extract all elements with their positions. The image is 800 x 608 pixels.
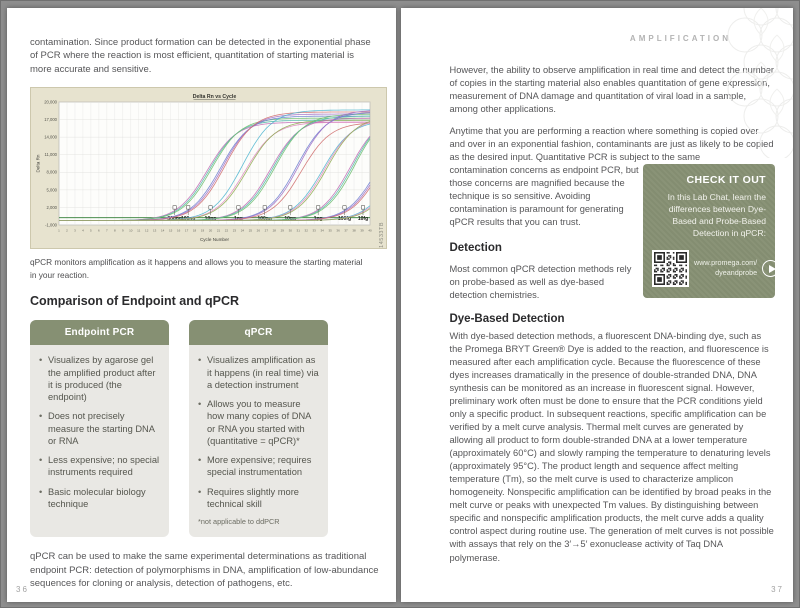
svg-text:17: 17: [184, 228, 189, 233]
svg-text:25: 25: [248, 228, 253, 233]
bullet-list: [198, 354, 319, 510]
svg-text:27: 27: [264, 228, 269, 233]
svg-text:8,000: 8,000: [46, 170, 57, 176]
bullet-item: • Visualizes by agarose gel the amplified product after it is produced (the endpoint): [39, 354, 160, 403]
detection-heading: Detection: [449, 242, 502, 255]
section-label: AMPLIFICATION: [629, 34, 731, 43]
qpcr-card: [189, 320, 328, 537]
endpoint-pcr-card-title: Endpoint PCR: [30, 320, 169, 345]
qpcr-amplification-chart: [34, 91, 376, 247]
bullet-item: • Does not precisely measure the starting DNA or RNA: [39, 410, 160, 447]
bullet-item: • Less expensive; no special instruments required: [39, 454, 160, 479]
svg-text:10fg: 10fg: [357, 216, 369, 223]
svg-text:6: 6: [98, 228, 100, 233]
svg-text:21: 21: [216, 228, 221, 233]
svg-text:Cycle Number: Cycle Number: [199, 237, 230, 243]
callout-body: In this Lab Chat, learn the differences between Dye-Based and Probe-Based Detection in qPCR:: [667, 192, 766, 238]
svg-text:40: 40: [368, 228, 372, 233]
svg-text:30: 30: [288, 228, 292, 233]
qpcr-amplification-figure: [30, 87, 387, 249]
svg-text:36: 36: [336, 228, 340, 233]
svg-text:2: 2: [66, 228, 68, 233]
svg-text:10: 10: [129, 228, 133, 233]
right-page: [401, 8, 793, 602]
narrow-text-column: [449, 164, 641, 302]
bullet-item: • More expensive; requires special instrumentation: [198, 454, 319, 479]
svg-text:17,000: 17,000: [44, 117, 57, 123]
check-it-out-callout: [643, 164, 775, 297]
contamination-paragraph-top: Anytime that you are performing a reaction where something is copied over and over in an exponential fashion, contaminants are just as likely to be copied as the desired input. Quantitative PCR is subject to the same: [449, 126, 774, 163]
svg-text:12: 12: [145, 228, 149, 233]
bullet-list: [39, 354, 160, 510]
svg-text:26: 26: [256, 228, 261, 233]
intro-paragraph: contamination. Since product formation can be detected in the exponential phase of PCR where the reaction is most efficient, quantitation of starting material is more accurate and sensitive.: [30, 37, 371, 75]
callout-url[interactable]: [694, 258, 757, 277]
svg-text:28: 28: [272, 228, 276, 233]
svg-text:16: 16: [176, 228, 181, 233]
qr-code-icon[interactable]: [652, 250, 689, 287]
svg-text:34: 34: [320, 228, 324, 233]
qpcr-card-title: qPCR: [189, 320, 328, 345]
svg-text:37: 37: [344, 228, 348, 233]
svg-text:23: 23: [232, 228, 237, 233]
card-footnote: *not applicable to ddPCR: [198, 517, 280, 527]
svg-text:24: 24: [240, 228, 245, 233]
svg-text:18: 18: [192, 228, 197, 233]
svg-text:3: 3: [74, 228, 76, 233]
endpoint-pcr-card-body: [30, 345, 169, 528]
svg-text:4: 4: [82, 228, 84, 233]
callout-link-row: [652, 250, 766, 287]
svg-text:100pg: 100pg: [257, 216, 272, 223]
page-number-left: 36: [16, 585, 29, 594]
endpoint-pcr-card: [30, 320, 169, 537]
callout-title: CHECK IT OUT: [686, 174, 766, 187]
text-callout-row: [449, 164, 775, 302]
svg-text:1: 1: [58, 228, 60, 233]
svg-text:35: 35: [328, 228, 332, 233]
svg-text:29: 29: [280, 228, 284, 233]
dye-based-detection-heading: Dye-Based Detection: [449, 313, 565, 326]
svg-text:39: 39: [360, 228, 364, 233]
svg-text:-1,000: -1,000: [45, 222, 57, 228]
svg-text:20,000: 20,000: [44, 99, 57, 105]
outro-paragraph: qPCR can be used to make the same experimental determinations as traditional endpoint PCR: detection of polymorphisms in DNA, amplification of low-abundance sequences for cloning or analysis, detection of pathogens, etc.: [30, 551, 379, 590]
svg-text:1pg: 1pg: [313, 216, 323, 223]
svg-text:7: 7: [106, 228, 108, 233]
bullet-item: • Visualizes amplification as it happens (in real time) via a detection instrument: [198, 354, 319, 391]
svg-text:38: 38: [352, 228, 356, 233]
comparison-cards: [30, 320, 376, 537]
page-number-right: 37: [771, 585, 784, 594]
detection-paragraph: Most common qPCR detection methods rely on probe-based as well as dye-based detection chemistries.: [449, 264, 632, 301]
svg-text:19: 19: [200, 228, 205, 233]
svg-text:Delta Rn: Delta Rn: [35, 155, 41, 173]
qpcr-card-body: [189, 345, 328, 537]
svg-text:14: 14: [160, 228, 165, 233]
svg-text:300ng: 300ng: [167, 216, 182, 223]
svg-text:33: 33: [312, 228, 316, 233]
play-icon[interactable]: [762, 260, 779, 277]
svg-text:Delta Rn vs Cycle: Delta Rn vs Cycle: [192, 94, 237, 101]
svg-text:100fg: 100fg: [337, 216, 352, 223]
bullet-item: • Requires slightly more technical skill: [198, 486, 319, 511]
comparison-heading: Comparison of Endpoint and qPCR: [30, 294, 240, 309]
contamination-paragraph-bottom: contamination concerns as endpoint PCR, but those concerns are magnified because the technique is so sensitive. Avoiding contamination is paramount for generating qPCR results that you can trust.: [449, 165, 639, 228]
svg-text:20: 20: [208, 228, 213, 233]
dye-based-detection-paragraph: With dye-based detection methods, a fluorescent DNA-binding dye, such as the Promega BRYT Green® Dye is added to the reaction, and fluorescence is measured after each amplification cycle. Because the fluorescence of these dyes increases dramatically in the presence of double-stranded DNA, DNA synthesis can be monitored as an increase in fluorescent signal. However, preliminary work often must be done to ensure that the PCR conditions yield only a specific product. In subsequent reactions, specific amplification can be verified by a melt curve analysis. Thermal melt curves are generated by allowing all product to form double-stranded DNA at a lower temperature (approximately 60°C) and slowly ramping the temperature to denaturing levels (approximately 95°C). The product length and sequence affect melting temperature (Tm), so the melt curve is used to characterize amplicon homogeneity. Nonspecific amplification can be identified by broad peaks in the melt curve or peaks with unexpected Tm values. By distinguishing between specific and nonspecific amplification products, the melt curve adds a quality control aspect during routine use. The generation of melt curves is not possible with assays that rely on the 3′→5′ exonuclease activity of Taq DNA polymerase.: [449, 331, 774, 563]
bullet-item: • Basic molecular biology technique: [39, 486, 160, 511]
svg-text:5: 5: [90, 228, 92, 233]
figure-credit: 14533TB: [379, 222, 385, 249]
svg-text:8: 8: [113, 228, 116, 233]
bullet-item: • Allows you to measure how many copies of DNA or RNA you started with (quantitative = qPCR)*: [198, 398, 319, 447]
svg-text:5,000: 5,000: [46, 187, 57, 193]
svg-text:31: 31: [296, 228, 300, 233]
decorative-petal-pattern: [661, 8, 793, 158]
svg-text:10pg: 10pg: [284, 216, 297, 223]
callout-url-line1: www.promega.com/: [694, 258, 758, 268]
svg-text:11: 11: [137, 228, 141, 233]
observe-amplification-paragraph: However, the ability to observe amplification in real time and detect the number of copies in the starting material also enables quantitation of gene expression, measurement of DNA damage and quantitation of viral load in a sample, among other applications.: [449, 65, 775, 115]
svg-text:9: 9: [121, 228, 124, 233]
svg-text:2,000: 2,000: [46, 205, 57, 211]
svg-text:11,000: 11,000: [44, 152, 57, 158]
figure-caption: qPCR monitors amplification as it happens and allows you to measure the starting material in your reaction.: [30, 257, 363, 280]
svg-text:14,000: 14,000: [44, 134, 57, 140]
svg-text:1ng: 1ng: [233, 216, 243, 223]
left-page: [7, 8, 396, 602]
callout-url-line2: dyeandprobe: [715, 268, 758, 278]
svg-text:22: 22: [224, 228, 229, 233]
svg-text:13: 13: [153, 228, 157, 233]
svg-text:15: 15: [168, 228, 173, 233]
svg-text:100ng: 100ng: [180, 216, 196, 223]
svg-text:10ng: 10ng: [204, 216, 217, 223]
svg-text:32: 32: [304, 228, 308, 233]
